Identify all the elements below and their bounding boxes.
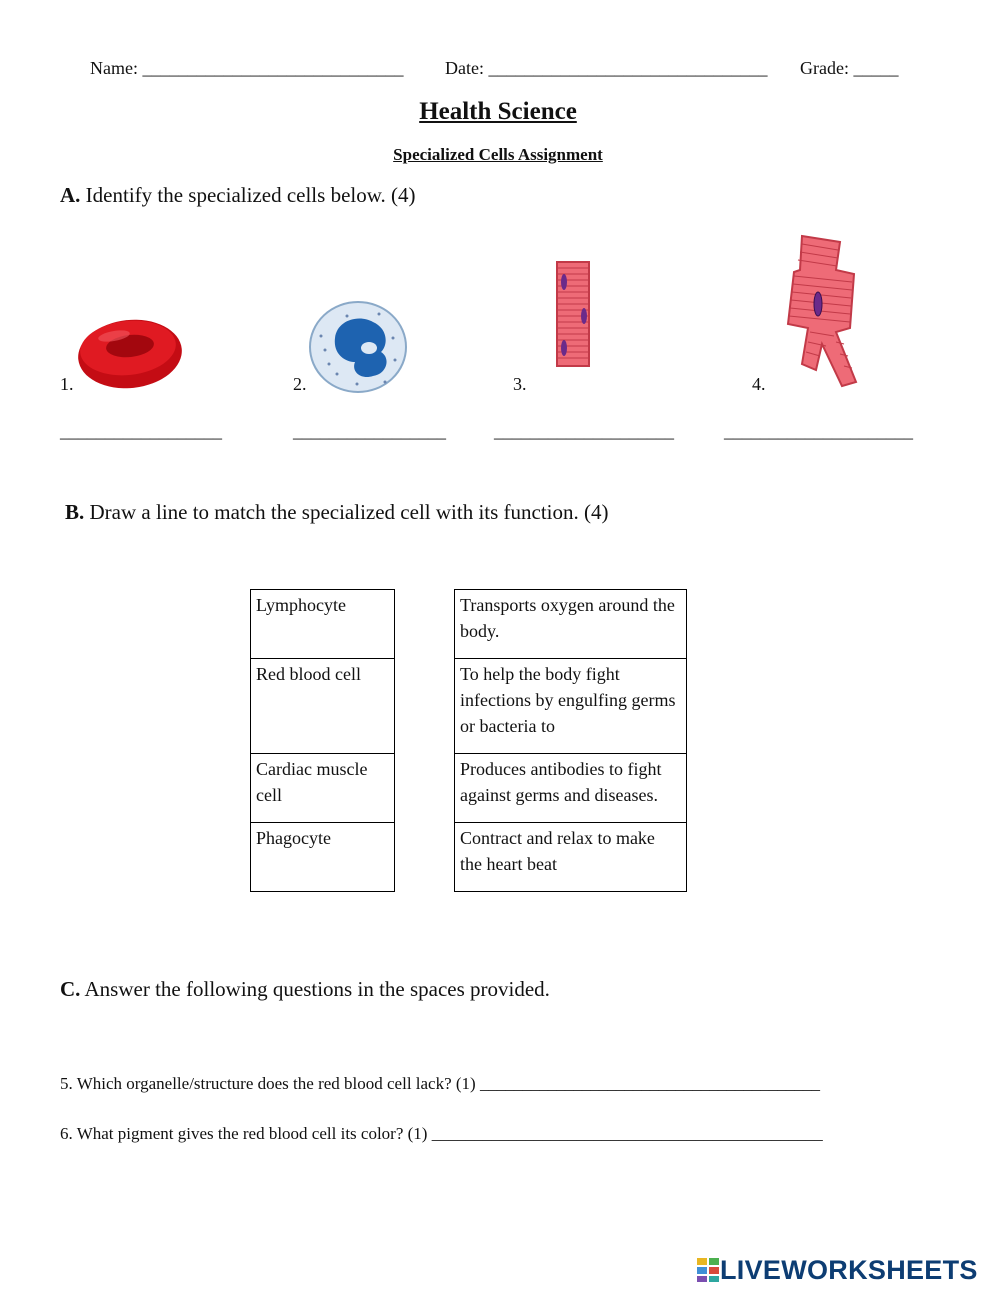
name-field[interactable]: Name: _____________________________: [90, 58, 404, 78]
liveworksheets-logo-icon: [696, 1257, 720, 1283]
phagocyte-image: [307, 300, 409, 394]
match-cell-cardiac-muscle[interactable]: Cardiac muscle cell: [251, 754, 395, 823]
page-title: Health Science: [419, 98, 577, 125]
answer-blank-4[interactable]: _____________________: [724, 421, 913, 441]
match-function-1[interactable]: Transports oxygen around the body.: [455, 590, 687, 659]
section-a-text: Identify the specialized cells below. (4): [80, 183, 416, 207]
answer-blank-3[interactable]: ____________________: [494, 421, 674, 441]
match-function-2[interactable]: To help the body fight infections by engulfing germs or bacteria to: [455, 659, 687, 754]
date-field[interactable]: Date: _______________________________: [445, 58, 768, 78]
liveworksheets-logo-text: LIVEWORKSHEETS: [720, 1254, 978, 1285]
cell-name-table: [250, 589, 395, 892]
grade-field[interactable]: Grade: _____: [800, 58, 899, 78]
section-a-letter: A.: [60, 183, 81, 207]
section-c-heading: [60, 977, 550, 1002]
match-function-3[interactable]: Produces antibodies to fight against germs and diseases.: [455, 754, 687, 823]
section-c-text: Answer the following questions in the spaces provided.: [80, 977, 550, 1001]
section-b-heading: [65, 500, 609, 525]
item-2-number: 2.: [293, 374, 307, 394]
question-6[interactable]: 6. What pigment gives the red blood cell its color? (1) ______________________________________________: [60, 1124, 823, 1143]
section-c-letter: C.: [60, 977, 81, 1001]
section-a-heading: [60, 183, 416, 208]
liveworksheets-logo: [696, 1255, 978, 1285]
section-b-text: Draw a line to match the specialized cell with its function. (4): [84, 500, 609, 524]
red-blood-cell-image: [74, 312, 186, 392]
question-5[interactable]: 5. Which organelle/structure does the red blood cell lack? (1) ________________________________________: [60, 1074, 820, 1093]
cell-function-table: [454, 589, 687, 892]
item-1-number: 1.: [60, 374, 74, 394]
answer-blank-1[interactable]: __________________: [60, 421, 222, 441]
page-subtitle: Specialized Cells Assignment: [393, 145, 603, 164]
cardiac-muscle-cell-image: [782, 232, 860, 388]
section-b-letter: B.: [65, 500, 85, 524]
item-4-number: 4.: [752, 374, 766, 394]
match-cell-red-blood-cell[interactable]: Red blood cell: [251, 659, 395, 754]
match-function-4[interactable]: Contract and relax to make the heart beat: [455, 823, 687, 892]
answer-blank-2[interactable]: _________________: [293, 421, 446, 441]
match-cell-phagocyte[interactable]: Phagocyte: [251, 823, 395, 892]
match-cell-lymphocyte[interactable]: Lymphocyte: [251, 590, 395, 659]
item-3-number: 3.: [513, 374, 527, 394]
smooth-muscle-cell-image: [553, 260, 593, 368]
